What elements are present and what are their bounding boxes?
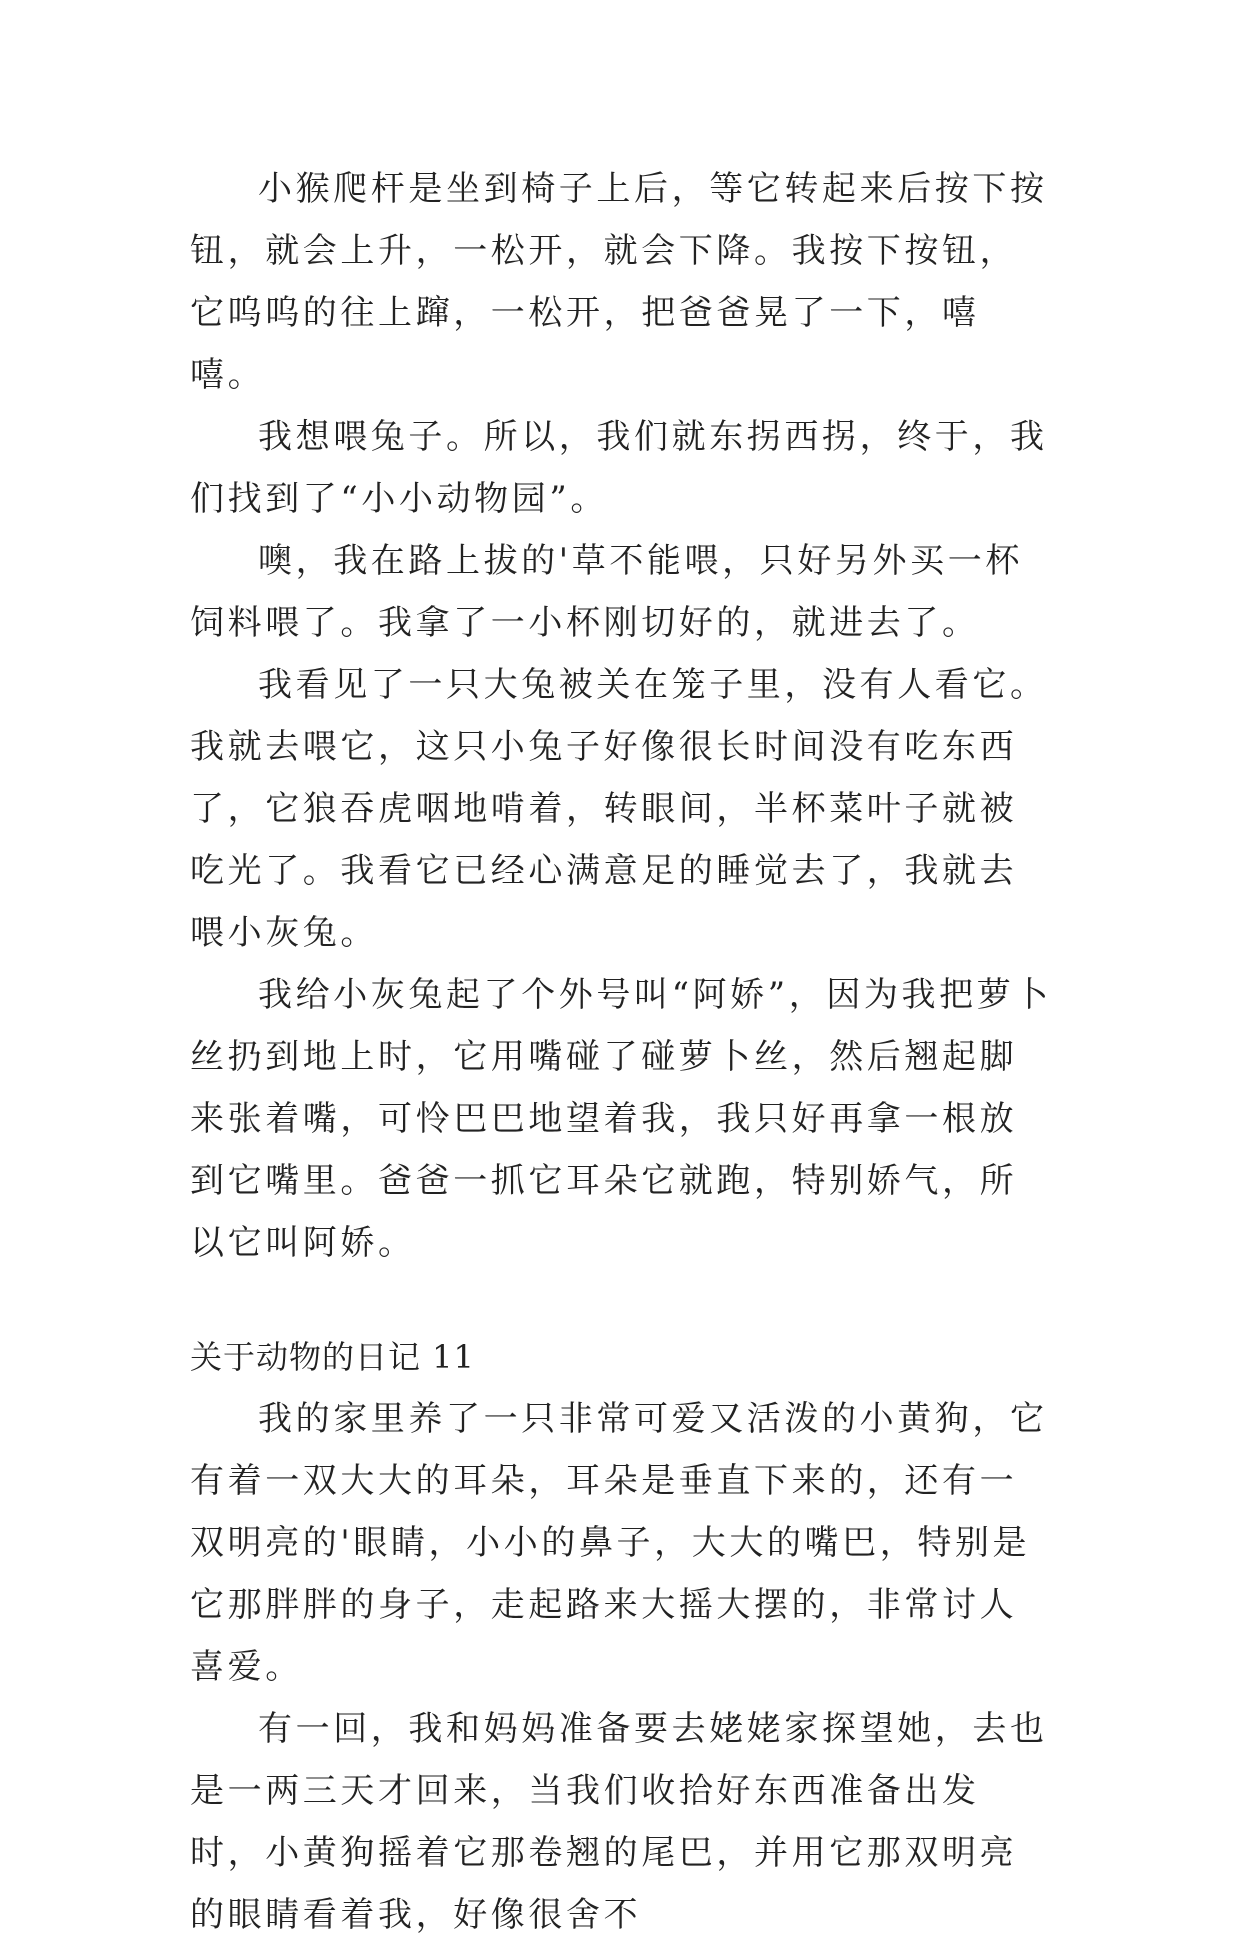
paragraph: 小猴爬杆是坐到椅子上后，等它转起来后按下按钮，就会上升，一松开，就会下降。我按下按钮，它呜呜的往上蹿，一松开，把爸爸晃了一下，嘻嘻。: [190, 169, 1048, 395]
paragraph: 我看见了一只大兔被关在笼子里，没有人看它。我就去喂它，这只小兔子好像很长时间没有吃东西了，它狼吞虎咽地啃着，转眼间，半杯菜叶子就被吃光了。我看它已经心满意足的睡觉去了，我就去喂小灰兔。: [190, 665, 1048, 953]
paragraph: 我的家里养了一只非常可爱又活泼的小黄狗，它有着一双大大的耳朵，耳朵是垂直下来的，还有一双明亮的'眼睛，小小的鼻子，大大的嘴巴，特别是它那胖胖的身子，走起路来大摇大摆的，非常讨人喜爱。: [190, 1399, 1048, 1687]
paragraph: 我给小灰兔起了个外号叫“阿娇”，因为我把萝卜丝扔到地上时，它用嘴碰了碰萝卜丝，然后翘起脚来张着嘴，可怜巴巴地望着我，我只好再拿一根放到它嘴里。爸爸一抓它耳朵它就跑，特别娇气，所以它叫阿娇。: [190, 975, 1052, 1263]
paragraph: 有一回，我和妈妈准备要去姥姥家探望她，去也是一两三天才回来，当我们收拾好东西准备出发时，小黄狗摇着它那卷翘的尾巴，并用它那双明亮的眼睛看着我，好像很舍不: [190, 1709, 1048, 1935]
paragraph: 噢，我在路上拔的'草不能喂，只好另外买一杯饲料喂了。我拿了一小杯刚切好的，就进去了。: [190, 541, 1023, 643]
section-title: 关于动物的日记 11: [190, 1338, 475, 1376]
document-body: [190, 158, 1052, 1946]
paragraph: 我想喂兔子。所以，我们就东拐西拐，终于，我们找到了“小小动物园”。: [190, 417, 1048, 519]
